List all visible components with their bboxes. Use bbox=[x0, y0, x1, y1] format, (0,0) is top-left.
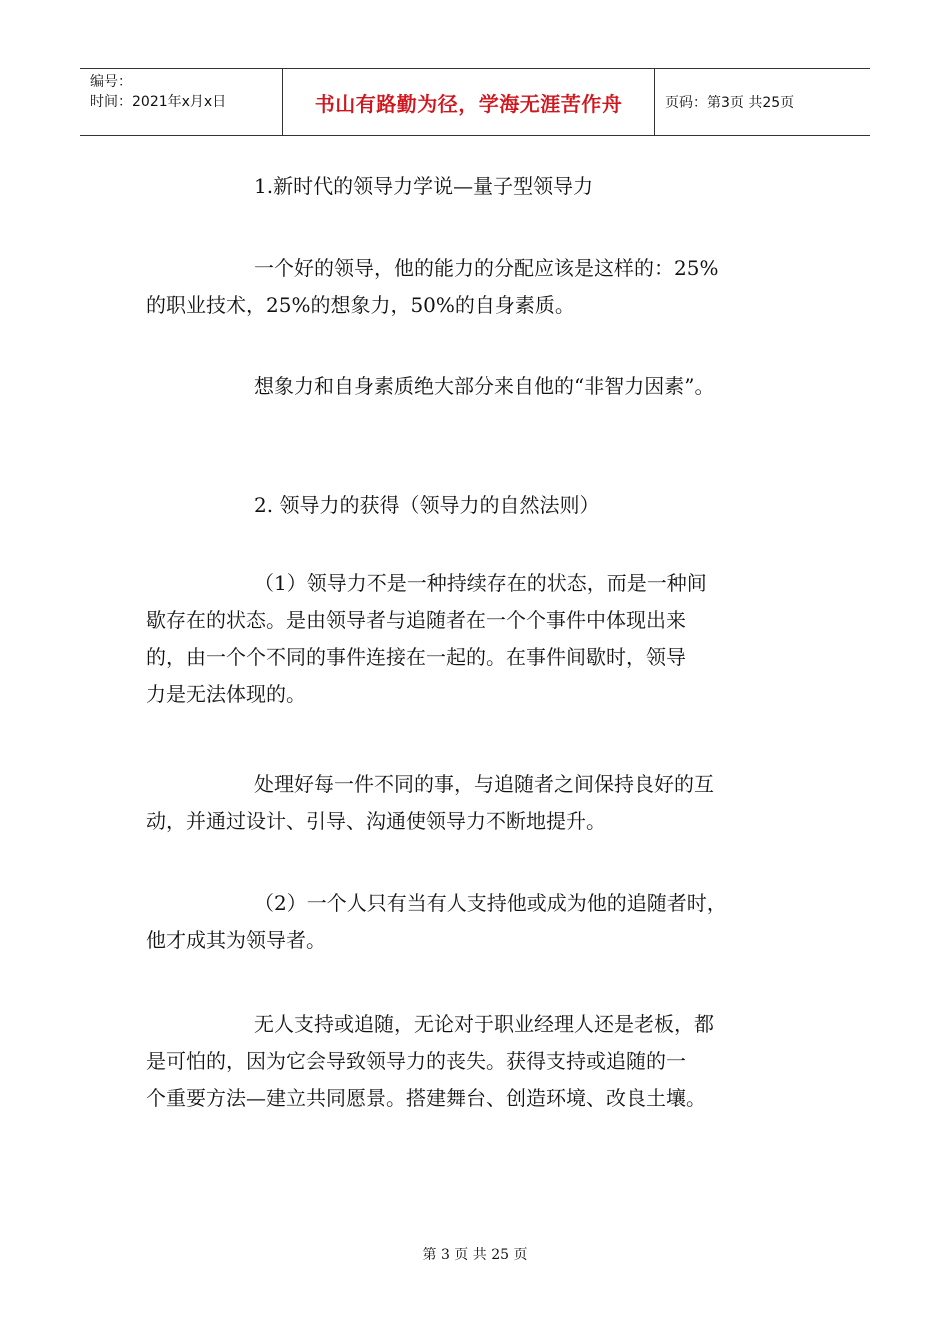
paragraph-point-2 bbox=[146, 885, 826, 959]
header-motto-cell bbox=[283, 69, 655, 135]
paragraph-shared-vision bbox=[146, 1006, 826, 1117]
document-header bbox=[80, 68, 870, 136]
paragraph-line: 个重要方法—建立共同愿景。搭建舞台、创造环境、改良土壤。 bbox=[146, 1086, 706, 1110]
paragraph-line: 动，并通过设计、引导、沟通使领导力不断地提升。 bbox=[146, 809, 606, 833]
section-title: 2. 领导力的获得（领导力的自然法则） bbox=[254, 493, 600, 517]
paragraph-line: 他才成其为领导者。 bbox=[146, 928, 326, 952]
paragraph-point-1 bbox=[146, 565, 826, 713]
paragraph-line: （2）一个人只有当有人支持他或成为他的追随者时， bbox=[254, 891, 727, 915]
paragraph-line: （1）领导力不是一种持续存在的状态，而是一种间 bbox=[254, 571, 707, 595]
paragraph-line: 的职业技术，25%的想象力，50%的自身素质。 bbox=[146, 293, 575, 317]
paragraph-line: 处理好每一件不同的事，与追随者之间保持良好的互 bbox=[254, 772, 714, 796]
paragraph-section-1-title bbox=[146, 168, 826, 205]
paragraph-line: 是可怕的，因为它会导致领导力的丧失。获得支持或追随的一 bbox=[146, 1049, 686, 1073]
paragraph-line: 力是无法体现的。 bbox=[146, 682, 306, 706]
section-title: 1.新时代的领导力学说—量子型领导力 bbox=[254, 174, 594, 198]
paragraph-section-2-title bbox=[146, 487, 826, 524]
document-number-label: 编号： bbox=[90, 74, 132, 90]
paragraph-handle-events bbox=[146, 766, 826, 840]
paragraph-line: 无人支持或追随，无论对于职业经理人还是老板，都 bbox=[254, 1012, 714, 1036]
header-motto: 书山有路勤为径，学海无涯苦作舟 bbox=[314, 91, 623, 116]
document-time-label: 时间：2021年x月x日 bbox=[90, 94, 227, 110]
paragraph-line: 歇存在的状态。是由领导者与追随者在一个个事件中体现出来 bbox=[146, 608, 686, 632]
header-meta-cell bbox=[80, 69, 283, 135]
paragraph-non-intellectual bbox=[146, 368, 826, 405]
paragraph-line: 一个好的领导，他的能力的分配应该是这样的：25% bbox=[254, 256, 719, 280]
paragraph-line: 想象力和自身素质绝大部分来自他的“非智力因素”。 bbox=[254, 374, 715, 398]
header-page-info: 页码：第3页 共25页 bbox=[665, 95, 795, 111]
footer-page-number: 第 3 页 共 25 页 bbox=[422, 1247, 528, 1263]
paragraph-line: 的，由一个个不同的事件连接在一起的。在事件间歇时，领导 bbox=[146, 645, 686, 669]
paragraph-ability-distribution bbox=[146, 250, 826, 324]
page-footer bbox=[0, 1244, 950, 1264]
header-page-cell bbox=[655, 69, 870, 135]
